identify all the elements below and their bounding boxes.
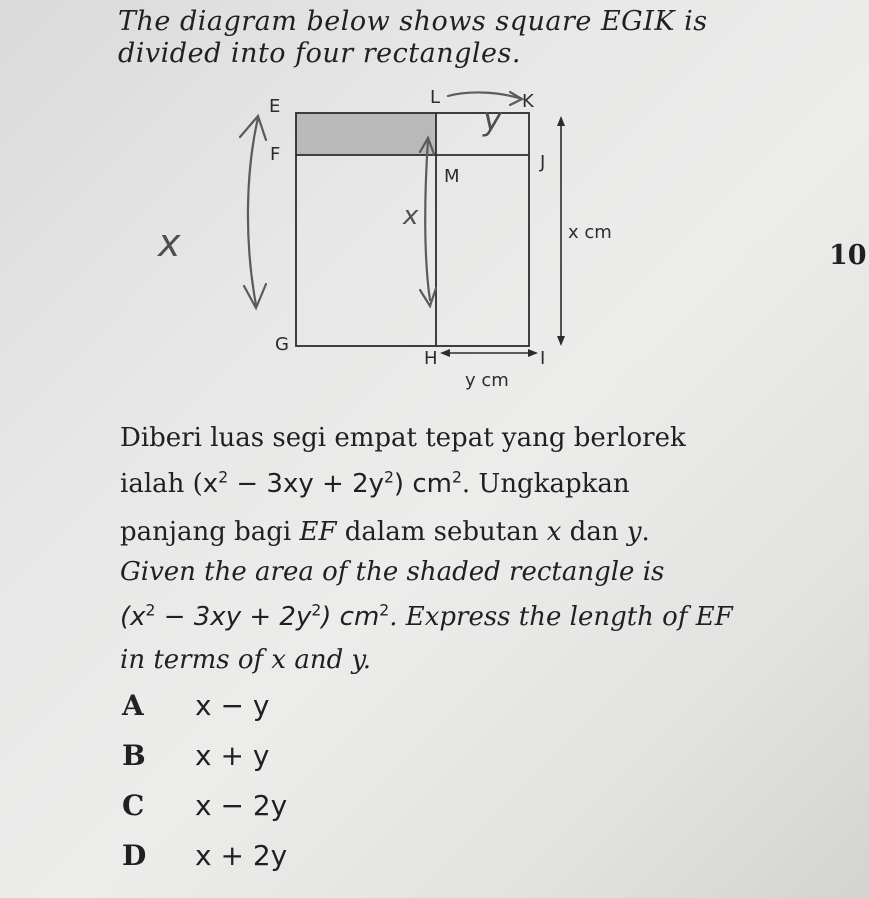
label-y-cm: y cm <box>465 370 509 391</box>
handwritten-x-left: x <box>158 221 181 265</box>
x-dimension-arrow <box>557 116 565 346</box>
option-a-letter[interactable]: A <box>122 689 144 722</box>
ms-line-2: ialah $(x^2 - 3xy + 2y^2)$ $cm^2$. Ungkapkan <box>120 468 630 499</box>
handwritten-y-top: y <box>483 100 502 138</box>
en-line-2: $(x^2 - 3xy + 2y^2)$ $cm^2$. Express the length of EF <box>120 601 733 632</box>
question-number: 10 <box>829 240 867 271</box>
y-dimension-arrow <box>440 349 538 357</box>
label-g: G <box>275 334 289 355</box>
label-e: E <box>269 96 281 117</box>
label-f: F <box>270 144 281 165</box>
en-line-3: in terms of x and y. <box>120 645 371 675</box>
option-d-text[interactable]: x + 2y <box>195 839 288 872</box>
label-i: I <box>540 348 546 369</box>
label-k: K <box>522 91 534 112</box>
intro-line-2: divided into four rectangles. <box>118 38 521 69</box>
option-c-letter[interactable]: C <box>122 789 145 822</box>
shaded-rectangle <box>296 113 436 155</box>
intro-line-1: The diagram below shows square EGIK is <box>118 6 708 37</box>
label-m: M <box>444 166 460 187</box>
handwritten-x-center: x <box>403 201 419 231</box>
ms-line-1: Diberi luas segi empat tepat yang berlorek <box>120 423 686 453</box>
en-line-1: Given the area of the shaded rectangle is <box>120 557 665 587</box>
label-j: J <box>540 152 546 173</box>
label-h: H <box>424 348 438 369</box>
square-diagram <box>0 0 869 420</box>
option-d-letter[interactable]: D <box>122 839 147 872</box>
ms-line-3: panjang bagi EF dalam sebutan x dan y. <box>120 517 650 547</box>
option-a-text[interactable]: x − y <box>195 689 270 722</box>
label-l: L <box>430 87 441 108</box>
option-c-text[interactable]: x − 2y <box>195 789 288 822</box>
option-b-text[interactable]: x + y <box>195 739 270 772</box>
option-b-letter[interactable]: B <box>122 739 146 772</box>
label-x-cm: x cm <box>568 222 612 243</box>
